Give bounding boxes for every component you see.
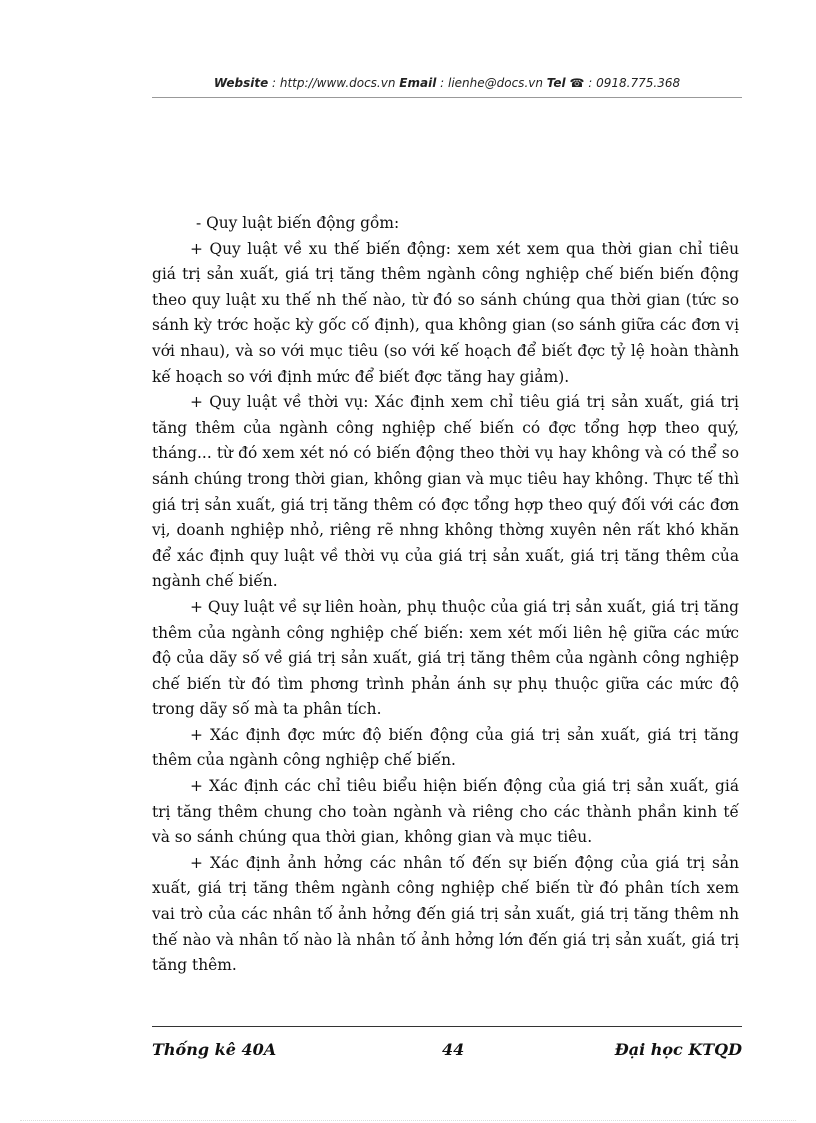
paragraph: + Quy luật về sự liên hoàn, phụ thuộc của giá trị sản xuất, giá trị tăng thêm của ngành công nghiệp chế biến: xem xét mối liên hệ giữa các mức độ của dãy số về giá trị sản xuất, giá trị tăng thêm của ngành công nghiệp chế biến từ đó tìm phơng trình phản ánh sự phụ thuộc giữa các mức độ trong dãy số mà ta phân tích. [152, 597, 739, 719]
website-value: : http://www.docs.vn [268, 76, 400, 90]
document-body [152, 211, 739, 979]
email-label: Email [399, 76, 437, 90]
paragraph: + Quy luật về thời vụ: Xác định xem chỉ tiêu giá trị sản xuất, giá trị tăng thêm của ngành công nghiệp chế biến có đợc tổng hợp theo quý, tháng... từ đó xem xét nó có biến động theo thời vụ hay không và có thể so sánh chúng trong thời gian, không gian và mục tiêu hay không. Thực tế thì giá trị sản xuất, giá trị tăng thêm có đợc tổng hợp theo quý đối với các đơn vị, doanh nghiệp nhỏ, riêng rẽ nhng không thờng xuyên nên rất khó khăn để xác định quy luật về thời vụ của giá trị sản xuất, giá trị tăng thêm của ngành chế biến. [152, 393, 739, 591]
page-bottom-border [20, 1120, 796, 1121]
page-number: 44 [442, 1040, 465, 1059]
tel-label: Tel [546, 76, 566, 90]
header-divider [152, 97, 742, 98]
footer-left-text: Thống kê 40A [152, 1040, 277, 1059]
paragraph: + Quy luật về xu thế biến động: xem xét xem qua thời gian chỉ tiêu giá trị sản xuất, giá trị tăng thêm ngành công nghiệp chế biến biến động theo quy luật xu thế nh thế nào, từ đó so sánh chúng qua thời gian (tức so sánh kỳ trớc hoặc kỳ gốc cố định), qua không gian (so sánh giữa các đơn vị với nhau), và so với mục tiêu (so với kế hoạch để biết đợc tỷ lệ hoàn thành kế hoạch so với định mức để biết đợc tăng hay giảm). [152, 239, 739, 386]
paragraph: - Quy luật biến động gồm: [196, 214, 400, 232]
page-footer [152, 1040, 742, 1064]
tel-value: : 0918.775.368 [584, 76, 681, 90]
website-label: Website [213, 76, 269, 90]
email-value: : lienhe@docs.vn [436, 76, 547, 90]
footer-right-text: Đại học KTQD [614, 1040, 742, 1059]
footer-divider [152, 1026, 742, 1027]
paragraph: + Xác định ảnh hởng các nhân tố đến sự biến động của giá trị sản xuất, giá trị tăng thêm ngành công nghiệp chế biến từ đó phân tích xem vai trò của các nhân tố ảnh hởng đến giá trị sản xuất, giá trị tăng thêm nh thế nào và nhân tố nào là nhân tố ảnh hởng lớn đến giá trị sản xuất, giá trị tăng thêm. [152, 853, 739, 975]
paragraph: + Xác định đợc mức độ biến động của giá trị sản xuất, giá trị tăng thêm của ngành công nghiệp chế biến. [152, 725, 739, 770]
page-header [152, 76, 742, 90]
phone-icon: ☎ [569, 76, 585, 90]
paragraph: + Xác định các chỉ tiêu biểu hiện biến động của giá trị sản xuất, giá trị tăng thêm chung cho toàn ngành và riêng cho các thành phần kinh tế và so sánh chúng qua thời gian, không gian và mục tiêu. [152, 777, 739, 847]
